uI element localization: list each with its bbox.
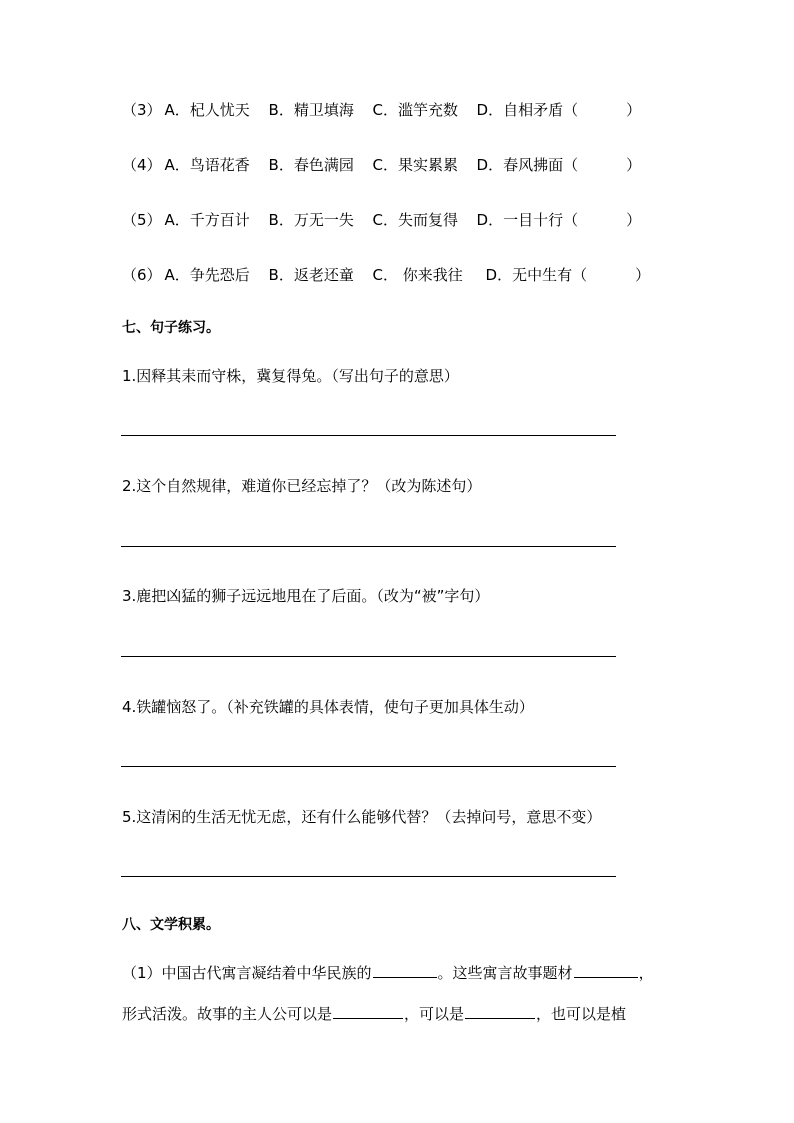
- answer-paren-close: ）: [626, 101, 642, 119]
- answer-line-4[interactable]: [121, 766, 616, 767]
- option-d: D．无中生有（: [485, 266, 588, 284]
- answer-line-5[interactable]: [121, 876, 616, 877]
- paragraph-1-part-a: （1）中国古代寓言凝结着中华民族的: [122, 964, 372, 982]
- option-a: A．杞人忧天: [164, 101, 250, 119]
- choice-number: （6）: [122, 266, 162, 284]
- option-b: B．万无一失: [268, 211, 354, 229]
- option-a: A．千方百计: [164, 211, 250, 229]
- section-7-title: 七、句子练习。: [122, 320, 220, 336]
- answer-line-1[interactable]: [121, 435, 616, 436]
- choice-row-4: [122, 155, 641, 175]
- paragraph-2-part-b: ，可以是: [404, 1005, 465, 1023]
- choice-number: （3）: [122, 101, 162, 119]
- fill-blank-1[interactable]: [373, 963, 437, 978]
- question-4: 4.铁罐恼怒了。（补充铁罐的具体表情，使句子更加具体生动）: [122, 698, 534, 716]
- option-b: B．春色满园: [268, 156, 354, 174]
- answer-paren-close: ）: [635, 266, 651, 284]
- answer-line-3[interactable]: [121, 656, 616, 657]
- paragraph-2-part-a: 形式活泼。故事的主人公可以是: [122, 1005, 333, 1023]
- option-b: B．精卫填海: [268, 101, 354, 119]
- section-8-title: 八、文学积累。: [122, 917, 220, 933]
- question-2: 2.这个自然规律，难道你已经忘掉了？（改为陈述句）: [122, 477, 482, 495]
- question-1: 1.因释其耒而守株，冀复得兔。（写出句子的意思）: [122, 367, 459, 385]
- choice-row-5: [122, 210, 641, 230]
- choice-number: （4）: [122, 156, 162, 174]
- option-d: D．一目十行（: [476, 211, 579, 229]
- choice-row-3: [122, 100, 641, 120]
- fill-blank-2[interactable]: [574, 963, 638, 978]
- answer-paren-close: ）: [626, 156, 642, 174]
- choice-number: （5）: [122, 211, 162, 229]
- option-b: B．返老还童: [268, 266, 354, 284]
- paragraph-1-part-b: 。这些寓言故事题材: [437, 964, 573, 982]
- paragraph-2-part-c: ，也可以是植: [536, 1005, 627, 1023]
- option-d: D．春风拂面（: [476, 156, 579, 174]
- fill-blank-3[interactable]: [333, 1004, 403, 1019]
- paragraph-2: [122, 1004, 626, 1024]
- option-d: D．自相矛盾（: [476, 101, 579, 119]
- option-a: A．鸟语花香: [164, 156, 250, 174]
- option-c: C．失而复得: [372, 211, 459, 229]
- option-a: A．争先恐后: [164, 266, 250, 284]
- question-3: 3.鹿把凶猛的狮子远远地甩在了后面。（改为“被”字句）: [122, 587, 490, 605]
- answer-line-2[interactable]: [121, 546, 616, 547]
- option-c: C． 你来我往: [372, 266, 463, 284]
- answer-paren-close: ）: [626, 211, 642, 229]
- paragraph-1-part-c: ，: [638, 964, 654, 982]
- question-5: 5.这清闲的生活无忧无虑，还有什么能够代替？（去掉问号，意思不变）: [122, 808, 602, 826]
- choice-row-6: [122, 265, 650, 285]
- paragraph-1: [122, 963, 654, 983]
- option-c: C．滥竽充数: [372, 101, 459, 119]
- option-c: C．果实累累: [372, 156, 459, 174]
- fill-blank-4[interactable]: [465, 1004, 535, 1019]
